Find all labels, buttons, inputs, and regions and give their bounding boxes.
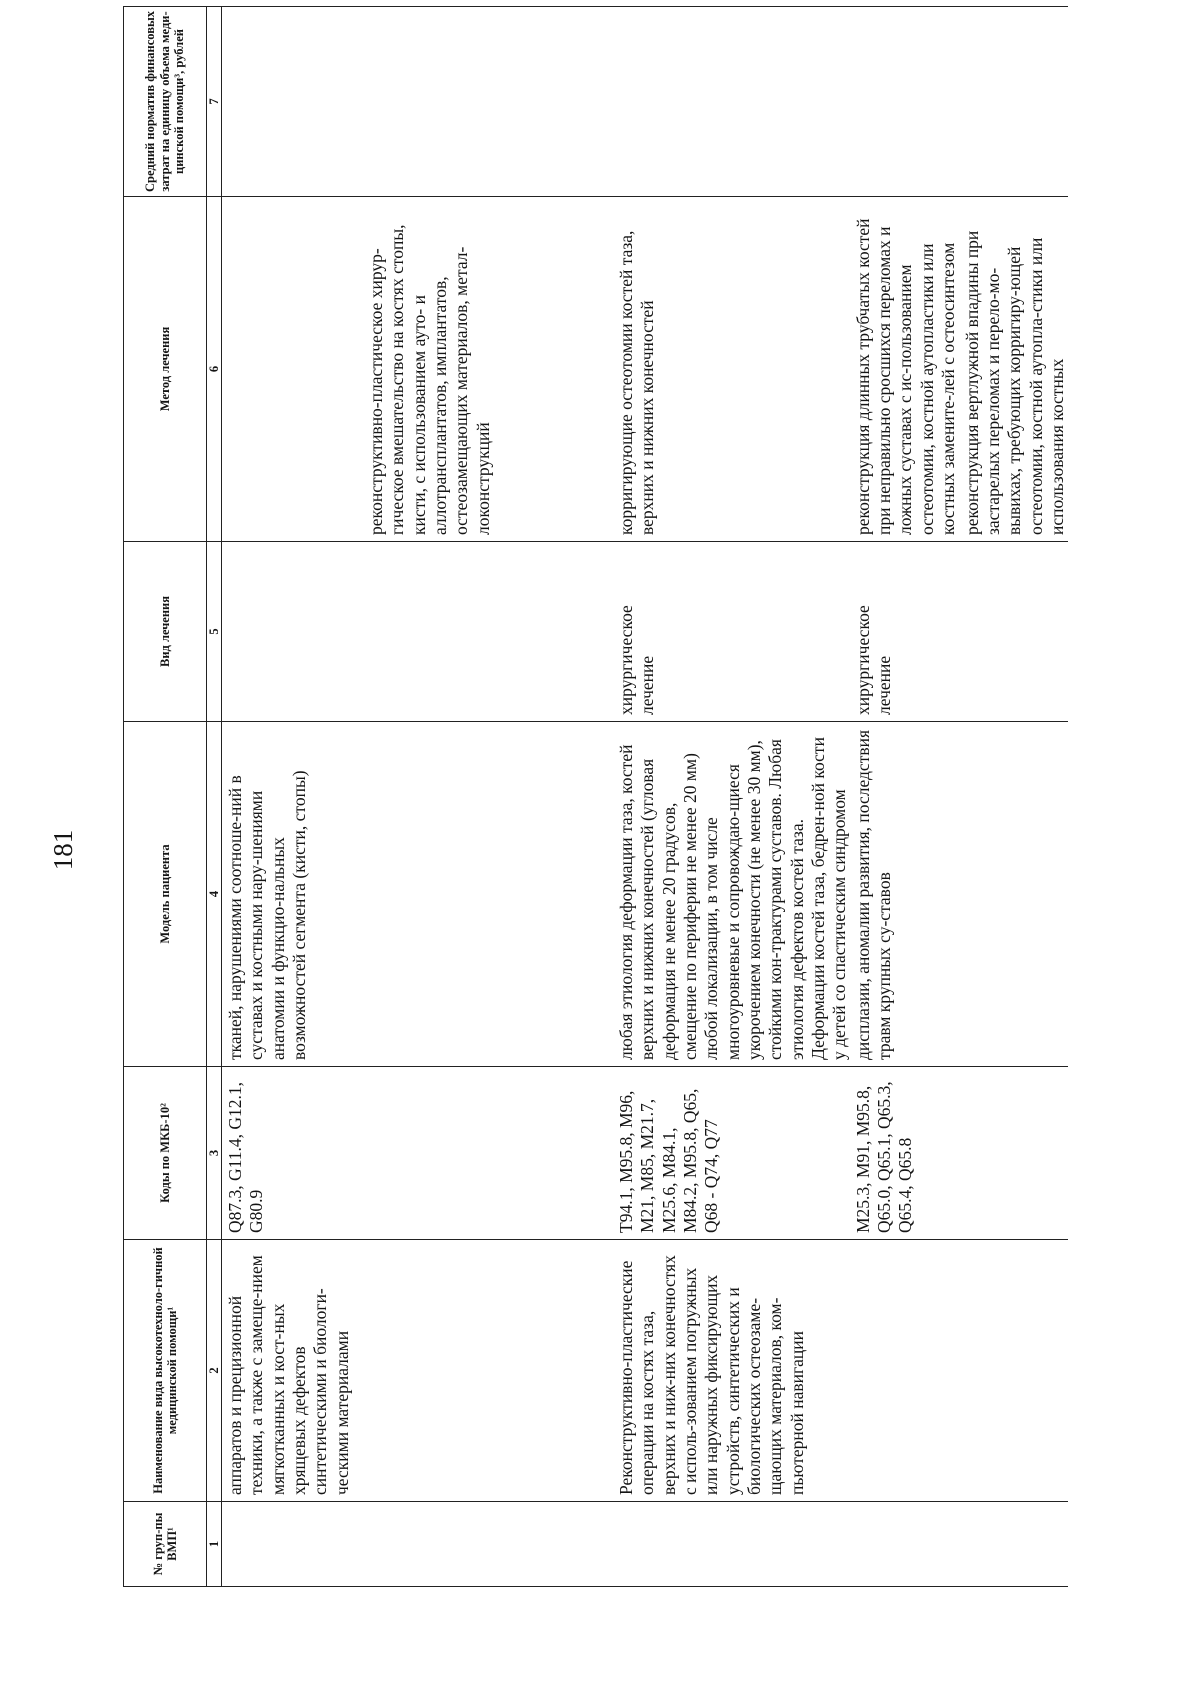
- cell-cost: [614, 7, 851, 197]
- cell-cost: [222, 7, 365, 197]
- cell-cost: [364, 7, 614, 197]
- header-treatment-method: Метод лечения: [124, 197, 207, 542]
- column-number: 3: [207, 1067, 222, 1240]
- cell-icd-codes: M25.3, M91, M95.8, Q65.0, Q65.1, Q65.3, Q65.4, Q65.8: [851, 1067, 1068, 1240]
- cell-patient-model: дисплазии, аномалии развития, последствия травм крупных су-ставов: [851, 722, 1068, 1067]
- header-cost-standard: Средний норматив финансовых затрат на единицу объема меди-цинской помощи³, рублей: [124, 7, 207, 197]
- method-text-continued: реконструкция вертлужной впадины при застарелых переломах и перело-мо-вывихах, требующих корригиру-ющей остеотомии, костной аутопла-стики или использования костных: [961, 230, 1067, 535]
- header-vmp-name: Наименование вида высокотехноло-гичной медицинской помощи¹: [124, 1240, 207, 1502]
- cell-treatment-type: хирургическое лечение: [614, 542, 851, 722]
- table-row: [364, 7, 614, 1587]
- column-number-row: [207, 7, 222, 1587]
- method-text: реконструкция длинных трубчатых костей при неправильно сросшихся переломах и ложных суставах с ис-пользованием остеотомии, костной аутопластики или костных замените-лей с остеосинтезом: [852, 218, 959, 535]
- cell-vmp-name: [851, 1240, 1068, 1502]
- cell-treatment-method: реконструктивно-пластическое хирур-гическое вмешательство на костях стопы, кисти, с использованием ауто- и аллотрансплантатов, имплантатов, остеозамещающих материалов, метал-локонструкций: [364, 197, 614, 542]
- cell-treatment-method: корригирующие остеотомии костей таза, верхних и нижних конечностей: [614, 197, 851, 542]
- cell-vmp-name: [364, 1240, 614, 1502]
- table-row: [614, 7, 851, 1587]
- cell-treatment-type: хирургическое лечение: [851, 542, 1068, 722]
- header-treatment-type: Вид лечения: [124, 542, 207, 722]
- cell-treatment-type: [364, 542, 614, 722]
- column-number: 4: [207, 722, 222, 1067]
- vmp-table: [123, 6, 1068, 1587]
- column-number: 6: [207, 197, 222, 542]
- header-group-number: № груп-пы ВМП¹: [124, 1502, 207, 1587]
- cell-group: [222, 1502, 365, 1587]
- cell-treatment-type: [222, 542, 365, 722]
- cell-patient-model: [364, 722, 614, 1067]
- cell-group: [364, 1502, 614, 1587]
- cell-cost: [851, 7, 1068, 197]
- cell-group: [614, 1502, 851, 1587]
- page-number: 181: [48, 829, 78, 871]
- table-row: [851, 7, 1068, 1587]
- cell-treatment-method: [851, 197, 1068, 542]
- column-number: 1: [207, 1502, 222, 1587]
- cell-treatment-method: [222, 197, 365, 542]
- table-row: [222, 7, 365, 1587]
- cell-patient-model: любая этиология деформации таза, костей верхних и нижних конечностей (угловая деформация не менее 20 градусов, смещение по периферии не менее 20 мм) любой локализации, в том числе многоуровневые и сопровождаю-щиеся укорочением конечности (не менее 30 мм), стойкими кон-трактурами суставов. Любая этиология дефектов костей таза. Деформации костей таза, бедрен-ной кости у детей со спастическим синдромом: [614, 722, 851, 1067]
- cell-icd-codes: Q87.3, G11.4, G12.1, G80.9: [222, 1067, 365, 1240]
- header-row: [124, 7, 207, 1587]
- cell-icd-codes: T94.1, M95.8, M96, M21, M85, M21.7, M25.6, M84.1, M84.2, M95.8, Q65, Q68 - Q74, Q77: [614, 1067, 851, 1240]
- cell-icd-codes: [364, 1067, 614, 1240]
- column-number: 5: [207, 542, 222, 722]
- header-icd-codes: Коды по МКБ-10²: [124, 1067, 207, 1240]
- cell-vmp-name: Реконструктивно-пластические операции на костях таза, верхних и ниж-них конечностях с исполь-зованием погружных или наружных фиксирующих устройств, синтетических и биологических остеозаме-щающих материалов, ком-пьютерной навигации: [614, 1240, 851, 1502]
- cell-vmp-name: аппаратов и прецизионной техники, а также с замеще-нием мягкотканных и кост-ных хрящевых дефектов синтетическими и биологи-ческими материалами: [222, 1240, 365, 1502]
- column-number: 2: [207, 1240, 222, 1502]
- column-number: 7: [207, 7, 222, 197]
- cell-group: [851, 1502, 1068, 1587]
- header-patient-model: Модель пациента: [124, 722, 207, 1067]
- cell-patient-model: тканей, нарушениями соотноше-ний в суставах и костными нару-шениями анатомии и функцио-нальных возможностей сегмента (кисти, стопы): [222, 722, 365, 1067]
